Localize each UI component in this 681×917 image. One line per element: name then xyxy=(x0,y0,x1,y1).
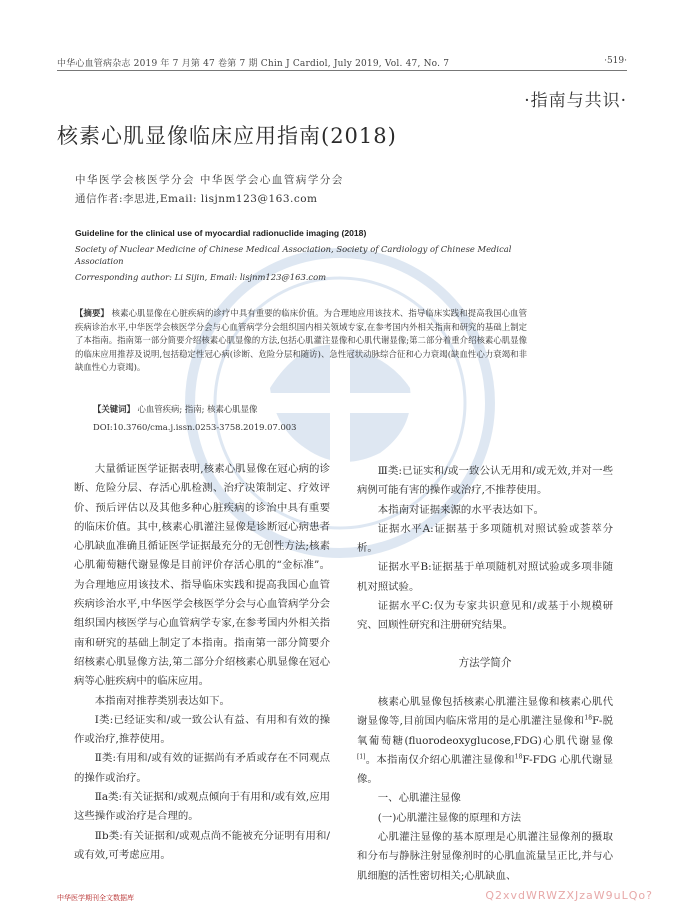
subheading: 一、心肌灌注显像 xyxy=(377,792,461,805)
left-column xyxy=(74,460,330,865)
doi: DOI:10.3760/cma.j.issn.0253-3758.2019.07.003 xyxy=(93,422,297,432)
english-societies: Society of Nuclear Medicine of Chinese Medical Association, Society of Cardiology of Chinese Medical Association xyxy=(75,244,512,266)
database-logo: 中华医学期刊全文数据库 xyxy=(57,894,134,902)
header-rule xyxy=(57,70,627,71)
paragraph: 本指南对推荐类别表达如下。 xyxy=(94,694,230,707)
superscript: 18 xyxy=(514,753,523,761)
corresponding-author: 通信作者:李思进,Email: lisjnm123@163.com xyxy=(75,193,318,205)
keywords xyxy=(93,403,257,415)
keywords-label: 【关键词】 xyxy=(93,404,135,414)
citation-ref: [1] xyxy=(357,753,366,761)
paragraph: 证据水平A:证据基于多项随机对照试验或荟萃分析。 xyxy=(357,522,613,555)
english-title: Guideline for the clinical use of myocardial radionuclide imaging (2018) xyxy=(75,228,367,238)
right-column xyxy=(357,462,613,886)
watermark-code: Q2xvdWRWZXJzaW9uLQo? xyxy=(485,889,653,902)
journal-header: 中华心血管病杂志 2019 年 7 月第 47 卷第 7 期 Chin J Cardiol, July 2019, Vol. 47, No. 7 xyxy=(57,59,450,69)
text-run: F-脱氧葡萄糖(fluorodeoxyglucose,FDG)心肌代谢显像 xyxy=(357,715,613,747)
paragraph: 本指南对证据来源的水平表达如下。 xyxy=(377,503,545,516)
abstract-label: 【摘要】 xyxy=(75,308,109,318)
abstract-text: 核素心肌显像在心脏疾病的诊疗中具有重要的临床价值。为合理地应用该技术、指导临床实践和提高我国心血管疾病诊治水平,中华医学会核医学分会与心血管病学分会组织国内相关领域专家,在参考国内外相关指南和研究的基础上制定了本指南。指南第一部分简要介绍核素心肌显像的方法,包括心肌灌注显像和心肌代谢显像;第二部分着重介绍核素心肌显像的临床应用推荐及说明,包括稳定性冠心病(诊断、危险分层和随访)、急性冠状动脉综合征和心力衰竭(缺血性心力衰竭和非缺血性心力衰竭)。 xyxy=(75,308,527,373)
paragraph: Ⅱb类:有关证据和/或观点尚不能被充分证明有用和/或有效,可考虑应用。 xyxy=(74,829,330,861)
page-number: ·519· xyxy=(604,56,627,66)
text-run: F-FDG 心肌代谢显像。 xyxy=(357,753,613,786)
keywords-text: 心血管疾病; 指南; 核素心肌显像 xyxy=(134,404,258,414)
text-run: 核素心肌显像包括核素心肌灌注显像和核素心肌代谢显像等,目前国内临床常用的是心肌灌注显像和 xyxy=(357,695,613,728)
abstract xyxy=(75,307,527,375)
superscript: 18 xyxy=(584,714,593,722)
subheading: (一)心肌灌注显像的原理和方法 xyxy=(377,811,521,824)
article-title: 核素心肌显像临床应用指南(2018) xyxy=(57,124,397,148)
section-heading: 方法学简介 xyxy=(458,656,512,669)
text-run: 。本指南仅介绍心肌灌注显像和 xyxy=(365,753,515,766)
paragraph: 证据水平B:证据基于单项随机对照试验或多项非随机对照试验。 xyxy=(357,561,613,593)
paragraph: Ⅰ类:已经证实和/或一致公认有益、有用和有效的操作或治疗,推荐使用。 xyxy=(74,713,330,746)
paragraph: 心肌灌注显像的基本原理是心肌灌注显像剂的摄取和分布与静脉注射显像剂时的心肌血流量呈正比,并与心肌细胞的活性密切相关;心肌缺血、 xyxy=(357,831,613,882)
paragraph: Ⅱa类:有关证据和/或观点倾向于有用和/或有效,应用这些操作或治疗是合理的。 xyxy=(74,791,330,823)
paragraph: 大量循证医学证据表明,核素心肌显像在冠心病的诊断、危险分层、存活心肌检测、治疗决策制定、疗效评价、预后评估以及其他多种心脏疾病的诊治中具有重要的临床价值。其中,核素心肌灌注显像是诊断冠心病患者心肌缺血准确且循证医学证据最充分的无创性方法;核素心肌葡萄糖代谢显像是目前评价存活心肌的“金标准”。为合理地应用该技术、指导临床实践和提高我国心血管疾病诊治水平,中华医学会核医学分会与心血管病学分会组织国内核医学与心血管病学专家,在参考国内外相关指南和研究的基础上制定了本指南。指南第一部分简要介绍核素心肌显像方法,第二部分介绍核素心肌显像在冠心病等心脏疾病中的临床应用。 xyxy=(74,463,330,688)
paragraph xyxy=(357,693,613,789)
paragraph: Ⅱ类:有用和/或有效的证据尚有矛盾或存在不同观点的操作或治疗。 xyxy=(74,752,330,784)
column-label: ·指南与共识· xyxy=(524,91,627,111)
english-corresponding: Corresponding author: Li Sijin, Email: lisjnm123@163.com xyxy=(75,272,327,282)
paragraph: Ⅲ类:已证实和/或一致公认无用和/或无效,并对一些病例可能有害的操作或治疗,不推荐使用。 xyxy=(357,465,613,497)
paragraph: 证据水平C:仅为专家共识意见和/或基于小规模研究、回顾性研究和注册研究结果。 xyxy=(357,600,613,632)
authors: 中华医学会核医学分会 中华医学会心血管病学分会 xyxy=(75,174,344,186)
